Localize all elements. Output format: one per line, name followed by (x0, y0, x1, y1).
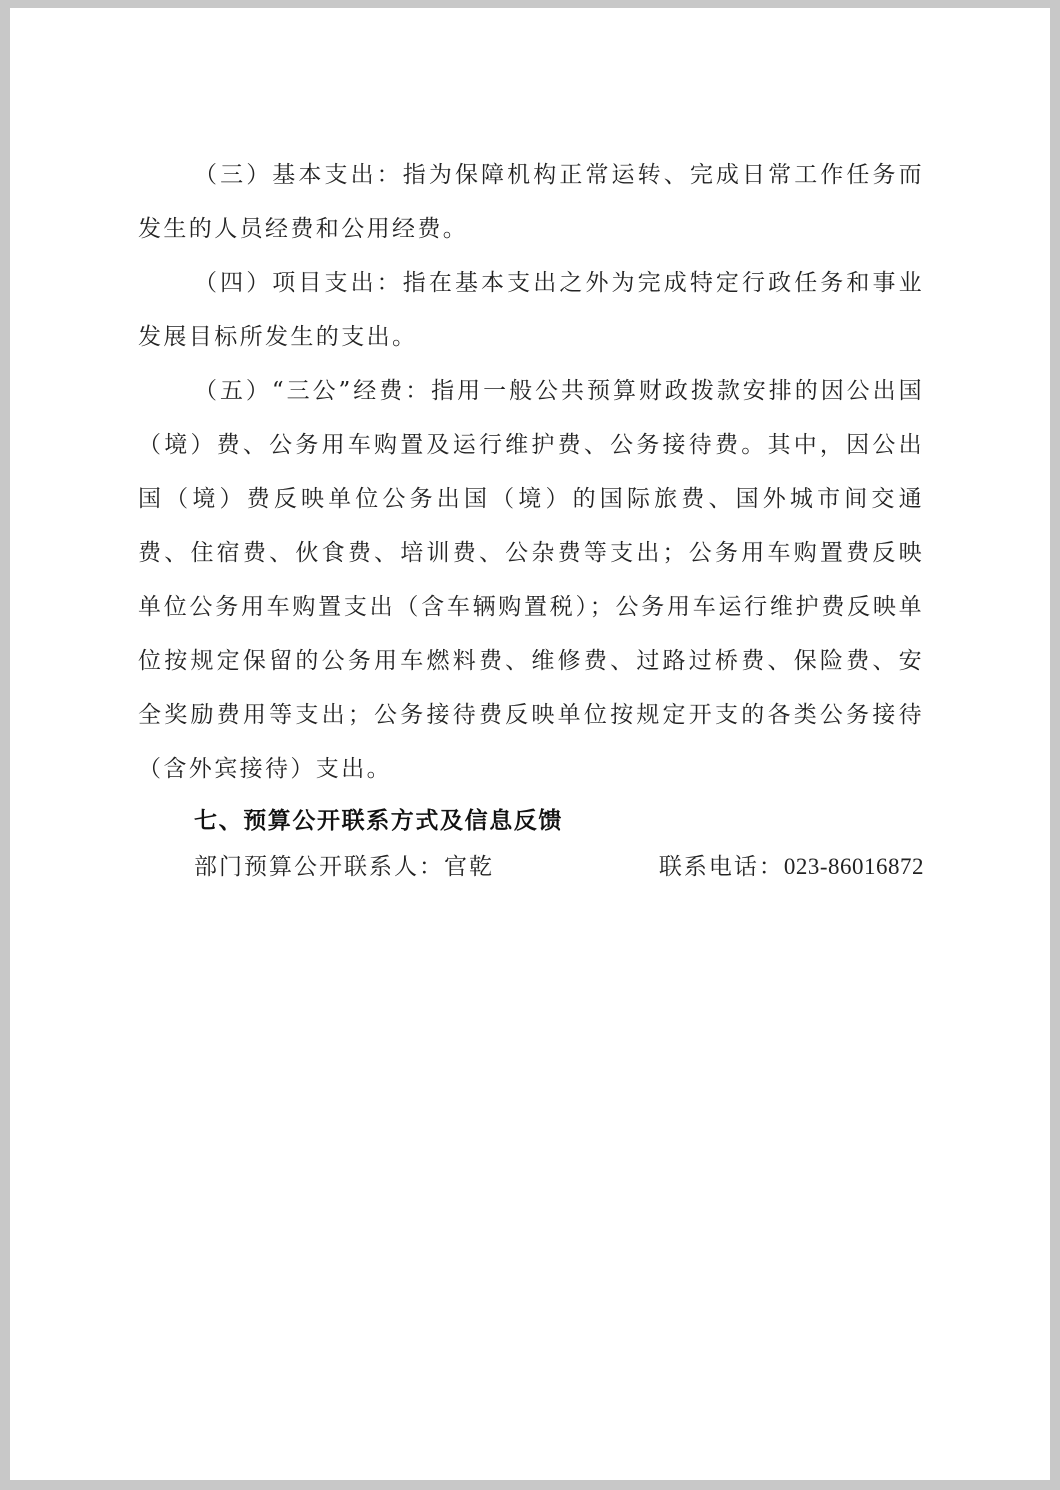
paragraph-project-expenditure: （四）项目支出：指在基本支出之外为完成特定行政任务和事业发展目标所发生的支出。 (138, 270, 924, 350)
document-page (10, 8, 1050, 1480)
contact-person (194, 840, 494, 894)
paragraph-three-public-funds: （五）“三公”经费：指用一般公共预算财政拨款安排的因公出国（境）费、公务用车购置及运行维护费、公务接待费。其中，因公出国（境）费反映单位公务出国（境）的国际旅费、国外城市间交通费、住宿费、伙食费、培训费、公杂费等支出；公务用车购置费反映单位公务用车购置支出（含车辆购置税）；公务用车运行维护费反映单位按规定保留的公务用车燃料费、维修费、过路过桥费、保险费、安全奖励费用等支出；公务接待费反映单位按规定开支的各类公务接待（含外宾接待）支出。 (138, 378, 924, 782)
section-heading-contact: 七、预算公开联系方式及信息反馈 (194, 808, 563, 834)
contact-phone-label: 联系电话： (658, 854, 784, 880)
contact-person-label: 部门预算公开联系人： (194, 854, 444, 880)
contact-phone (659, 840, 924, 894)
paragraph-basic-expenditure: （三）基本支出：指为保障机构正常运转、完成日常工作任务而发生的人员经费和公用经费。 (138, 162, 924, 242)
contact-person-name: 官乾 (444, 854, 494, 880)
contact-phone-number: 023-86016872 (783, 854, 924, 879)
